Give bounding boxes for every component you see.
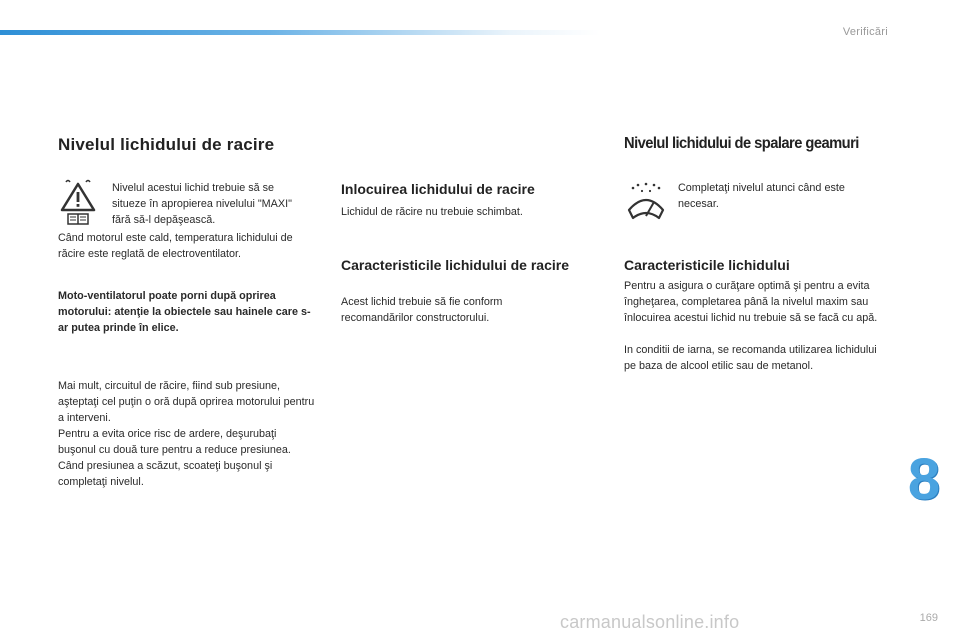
characteristics-title: Caracteristicile lichidului de racire	[341, 257, 569, 273]
header-accent-bar	[0, 30, 600, 35]
replacement-title: Inlocuirea lichidului de racire	[341, 181, 535, 197]
washer-title: Nivelul lichidului de spalare geamuri	[624, 135, 859, 152]
coolant-warning-manual-icon	[58, 178, 98, 226]
chapter-number: 8	[907, 447, 941, 512]
coolant-title: Nivelul lichidului de racire	[58, 135, 275, 154]
section-label: Verificări	[842, 26, 888, 38]
characteristics-text: Acest lichid trebuie să fie conform recomandărilor constructorului.	[341, 296, 503, 324]
coolant-cap-note: Pentru a evita orice risc de ardere, deşurubaţi buşonul cu două ture pentru a reduce presiunea. Când presiunea a scăzut, scoateţi buşonul şi completaţi nivelul.	[58, 428, 291, 488]
washer-icon-note: Completaţi nivelul atunci când este necesar.	[678, 182, 845, 210]
coolant-warning: Moto-ventilatorul poate porni după oprirea motorului: atenţie la obiectele sau hainele care s-ar putea prinde în elice.	[58, 290, 311, 334]
page-number: 169	[919, 612, 938, 624]
washer-text-1: Pentru a asigura o curăţare optimă şi pentru a evita îngheţarea, completarea până la nivelul maxim sau înlocuirea acestui lichid nu trebuie să se facă cu apă.	[624, 280, 878, 324]
windscreen-washer-icon	[624, 182, 668, 222]
washer-text-2: In conditii de iarna, se recomanda utilizarea lichidului pe baza de alcool etilic sau de metanol.	[624, 344, 877, 372]
watermark: carmanualsonline.info	[560, 612, 740, 632]
replacement-text: Lichidul de răcire nu trebuie schimbat.	[341, 206, 523, 218]
coolant-pressure-note: Mai mult, circuitul de răcire, fiind sub presiune, aşteptaţi cel puţin o oră după oprirea motorului pentru a interveni.	[58, 380, 315, 424]
coolant-icon-note: Nivelul acestui lichid trebuie să se situeze în apropierea nivelului "MAXI" fără să-l depăşească.	[112, 182, 292, 226]
washer-subtitle: Caracteristicile lichidului	[624, 257, 790, 273]
coolant-hot-note: Când motorul este cald, temperatura lichidului de răcire este reglată de electroventilator.	[58, 232, 293, 260]
